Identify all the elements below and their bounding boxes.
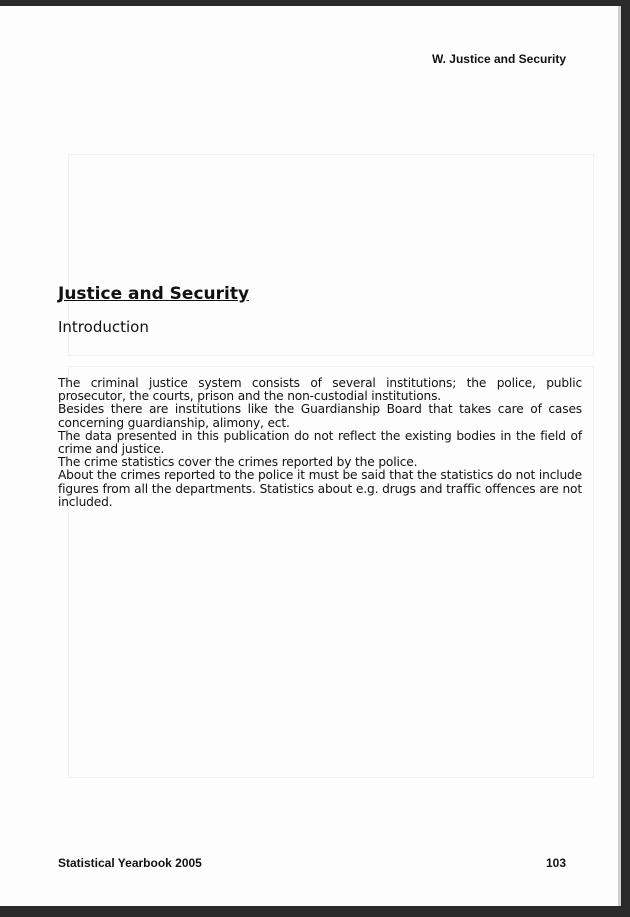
paragraph: About the crimes reported to the police it must be said that the statistics do not include figures from all the departments. Statistics about e.g. drugs and traffic offences are not included. [58, 468, 582, 509]
footer-publication: Statistical Yearbook 2005 [58, 856, 202, 870]
page-number: 103 [545, 856, 566, 870]
paragraph: The crime statistics cover the crimes reported by the police. [58, 455, 418, 470]
body-text [58, 377, 582, 509]
paragraph: The data presented in this publication do not reflect the existing bodies in the field of crime and justice. [58, 428, 582, 457]
section-subtitle: Introduction [58, 318, 149, 336]
paragraph: The criminal justice system consists of several institutions; the police, public prosecutor, the courts, prison and the non-custodial institutions. [58, 376, 582, 404]
page-title: Justice and Security [58, 284, 250, 304]
section-header: W. Justice and Security [431, 52, 566, 66]
paragraph: Besides there are institutions like the Guardianship Board that takes care of cases concerning guardianship, alimony, ect. [58, 402, 582, 430]
document-page [0, 6, 621, 906]
